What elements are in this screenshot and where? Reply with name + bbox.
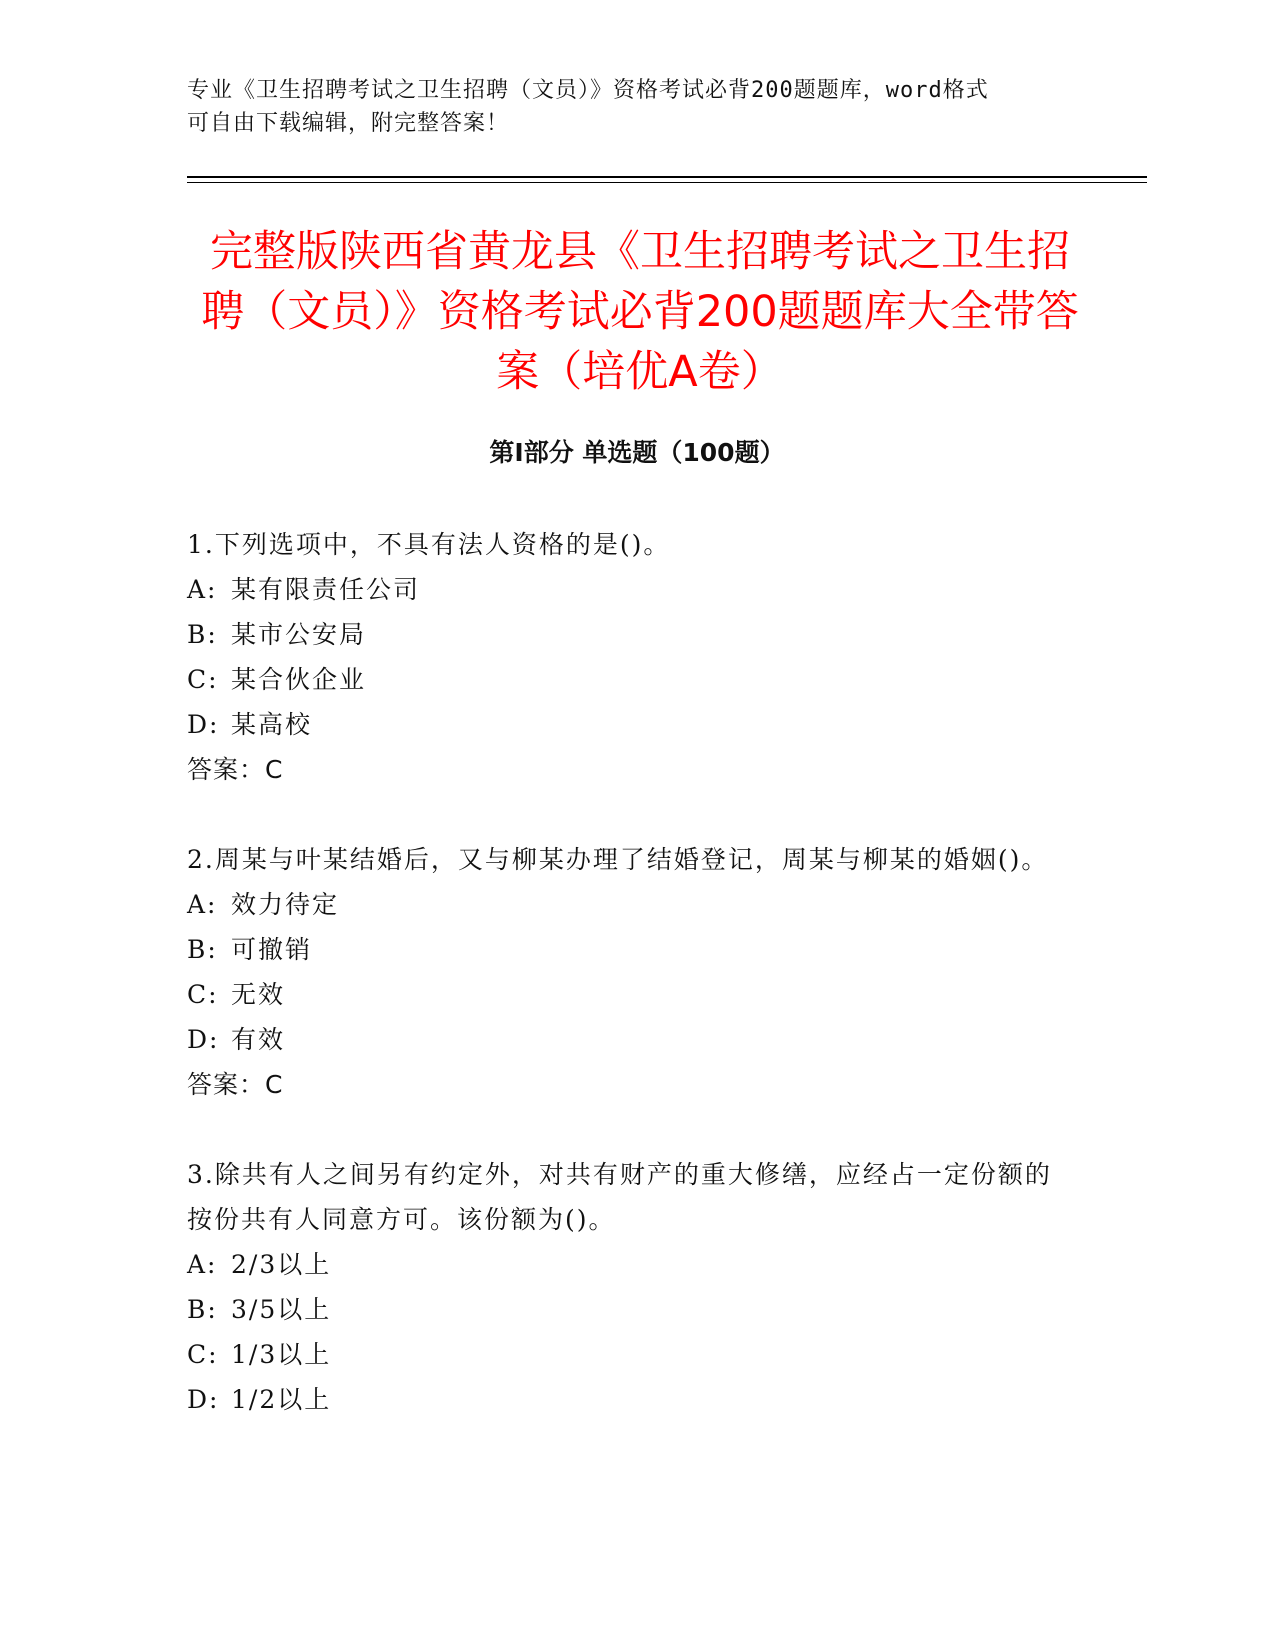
section-heading: 第I部分 单选题（100题） — [489, 438, 785, 467]
question-text: 2.周某与叶某结婚后，又与柳某办理了结婚登记，周某与柳某的婚姻()。 — [187, 845, 1049, 874]
option-label: C: — [187, 665, 219, 694]
question-text: 1.下列选项中，不具有法人资格的是()。 — [187, 530, 671, 559]
option-d — [187, 702, 1067, 747]
option-text: 3/5以上 — [231, 1295, 332, 1324]
question-item — [187, 1152, 1067, 1422]
option-text: 1/2以上 — [231, 1385, 332, 1414]
option-label: A: — [187, 575, 218, 604]
option-label: C: — [187, 980, 219, 1009]
option-label: C: — [187, 1340, 219, 1369]
answer-line: 答案：C — [187, 1070, 284, 1099]
header-divider-thick — [187, 176, 1147, 178]
option-label: B: — [187, 935, 218, 964]
option-text: 2/3以上 — [231, 1250, 332, 1279]
option-label: B: — [187, 620, 218, 649]
option-a — [187, 882, 1067, 927]
option-a — [187, 567, 1067, 612]
option-text: 1/3以上 — [231, 1340, 332, 1369]
option-c — [187, 972, 1067, 1017]
header-note — [187, 74, 1067, 140]
option-label: A: — [187, 890, 218, 919]
option-text: 效力待定 — [231, 890, 340, 919]
header-note-line2: 可自由下载编辑，附完整答案！ — [187, 111, 510, 136]
option-a — [187, 1242, 1067, 1287]
option-label: D: — [187, 710, 220, 739]
option-b — [187, 927, 1067, 972]
option-label: D: — [187, 1025, 220, 1054]
option-text: 某高校 — [231, 710, 313, 739]
header-note-line1: 专业《卫生招聘考试之卫生招聘（文员）》资格考试必背200题题库，word格式 — [187, 78, 989, 103]
option-text: 某市公安局 — [231, 620, 367, 649]
document-title: 完整版陕西省黄龙县《卫生招聘考试之卫生招聘（文员）》资格考试必背200题题库大全带答案（培优A卷） — [201, 227, 1079, 397]
question-item — [187, 837, 1067, 1107]
option-text: 某有限责任公司 — [231, 575, 421, 604]
question-list — [187, 522, 1067, 1467]
option-b — [187, 1287, 1067, 1332]
question-text: 3.除共有人之间另有约定外，对共有财产的重大修缮，应经占一定份额的按份共有人同意方可。该份额为()。 — [187, 1160, 1052, 1234]
option-label: D: — [187, 1385, 220, 1414]
option-text: 无效 — [231, 980, 286, 1009]
option-text: 可撤销 — [231, 935, 313, 964]
option-text: 有效 — [231, 1025, 286, 1054]
option-c — [187, 1332, 1067, 1377]
question-item — [187, 522, 1067, 792]
option-b — [187, 612, 1067, 657]
header-divider-thin — [187, 182, 1147, 183]
answer-line: 答案：C — [187, 755, 284, 784]
option-label: A: — [187, 1250, 218, 1279]
option-d — [187, 1377, 1067, 1422]
option-label: B: — [187, 1295, 218, 1324]
option-text: 某合伙企业 — [231, 665, 367, 694]
option-d — [187, 1017, 1067, 1062]
option-c — [187, 657, 1067, 702]
